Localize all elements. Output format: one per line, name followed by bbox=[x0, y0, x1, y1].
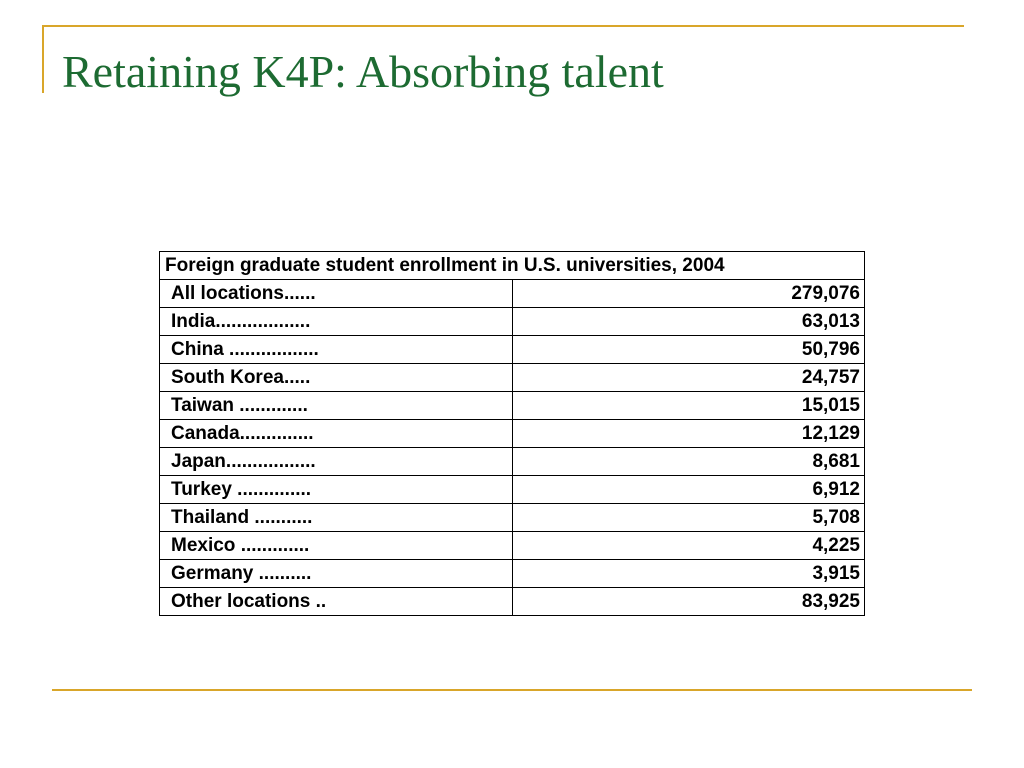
table-row bbox=[160, 504, 865, 532]
location-name-cell: Mexico ............. bbox=[160, 532, 513, 560]
table-row bbox=[160, 588, 865, 616]
table-row bbox=[160, 364, 865, 392]
location-name-cell: Other locations .. bbox=[160, 588, 513, 616]
table-caption: Foreign graduate student enrollment in U.S. universities, 2004 bbox=[160, 252, 865, 280]
table-row bbox=[160, 532, 865, 560]
enrollment-value-cell: 50,796 bbox=[512, 336, 865, 364]
table-row bbox=[160, 336, 865, 364]
table-caption-row bbox=[160, 252, 865, 280]
location-name-cell: Turkey .............. bbox=[160, 476, 513, 504]
enrollment-value-cell: 15,015 bbox=[512, 392, 865, 420]
slide-title: Retaining K4P: Absorbing talent bbox=[62, 46, 664, 97]
table-row bbox=[160, 392, 865, 420]
enrollment-value-cell: 6,912 bbox=[512, 476, 865, 504]
table-row bbox=[160, 420, 865, 448]
enrollment-value-cell: 63,013 bbox=[512, 308, 865, 336]
enrollment-value-cell: 83,925 bbox=[512, 588, 865, 616]
location-name-cell: Canada.............. bbox=[160, 420, 513, 448]
table-row bbox=[160, 448, 865, 476]
location-name-cell: Japan................. bbox=[160, 448, 513, 476]
location-name-cell: China ................. bbox=[160, 336, 513, 364]
enrollment-value-cell: 3,915 bbox=[512, 560, 865, 588]
enrollment-value-cell: 12,129 bbox=[512, 420, 865, 448]
location-name-cell: India.................. bbox=[160, 308, 513, 336]
enrollment-value-cell: 24,757 bbox=[512, 364, 865, 392]
frame-top-line bbox=[42, 25, 964, 27]
enrollment-table bbox=[159, 251, 865, 616]
table-row bbox=[160, 308, 865, 336]
enrollment-value-cell: 4,225 bbox=[512, 532, 865, 560]
location-name-cell: South Korea..... bbox=[160, 364, 513, 392]
table-row bbox=[160, 560, 865, 588]
table-row bbox=[160, 280, 865, 308]
enrollment-value-cell: 5,708 bbox=[512, 504, 865, 532]
location-name-cell: Taiwan ............. bbox=[160, 392, 513, 420]
location-name-cell: Thailand ........... bbox=[160, 504, 513, 532]
frame-left-line bbox=[42, 25, 44, 93]
enrollment-value-cell: 8,681 bbox=[512, 448, 865, 476]
table-row bbox=[160, 476, 865, 504]
location-name-cell: Germany .......... bbox=[160, 560, 513, 588]
location-name-cell: All locations...... bbox=[160, 280, 513, 308]
enrollment-value-cell: 279,076 bbox=[512, 280, 865, 308]
frame-bottom-line bbox=[52, 689, 972, 691]
